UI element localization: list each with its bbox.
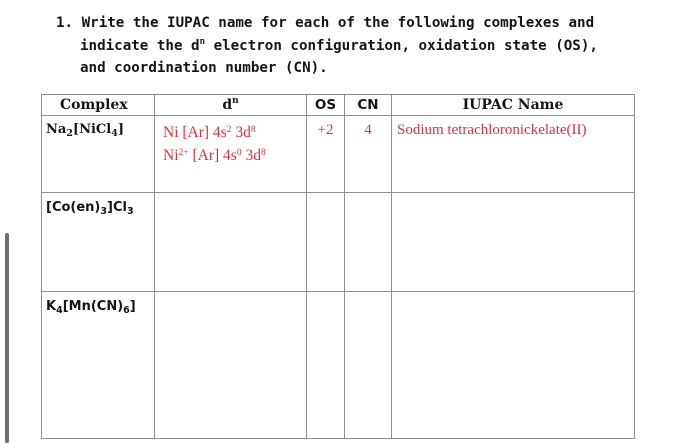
dn-text: 3d [231,124,251,141]
question-dn-superscript: n [199,36,206,47]
dn-superscript: 0 [236,148,242,158]
os-cell[interactable] [307,193,345,292]
complexes-table [41,94,635,439]
dn-text: Ni [Ar] 4s [163,124,227,141]
question-line-2-part-a: indicate the d [80,37,200,54]
question-line-3: and coordination number (CN). [80,60,328,76]
table-header-row [42,95,635,116]
header-dn-superscript: n [232,96,239,106]
dn-text: [Ar] 4s [188,147,237,164]
complex-text: Na [46,122,67,137]
dn-superscript: 2+ [178,148,189,158]
complex-text: K [46,299,57,314]
header-dn-base: d [222,97,233,113]
header-os: OS [307,95,345,116]
iupac-name-cell[interactable] [392,292,635,439]
complex-subscript: 3 [100,206,107,217]
complex-text: [NiCl [72,122,112,137]
dn-line-1 [163,121,306,144]
header-cn: CN [345,95,392,116]
table-row [42,116,635,193]
complex-text: ]Cl [107,200,127,215]
iupac-name-cell: Sodium tetrachloronickelate(II) [392,116,635,193]
complex-subscript: 3 [126,206,134,217]
dn-cell[interactable] [155,193,307,292]
complex-cell [42,116,155,193]
table-row [42,292,635,439]
cn-cell: 4 [345,116,392,193]
complex-text: ] [129,299,136,314]
complex-cell [42,193,155,292]
complex-subscript: 4 [56,305,63,316]
os-cell: +2 [307,116,345,193]
iupac-name-cell[interactable] [392,193,635,292]
question-line-2-part-b: electron configuration, oxidation state (OS), [213,37,598,54]
left-scroll-indicator [5,233,9,443]
dn-superscript: 8 [260,148,266,158]
header-complex: Complex [42,95,155,116]
header-iupac-name: IUPAC Name [392,95,635,116]
question-line-1: 1. Write the IUPAC name for each of the following complexes and [56,15,595,31]
dn-superscript: 2 [226,125,232,135]
dn-superscript: 8 [250,125,256,135]
complex-subscript: 4 [111,128,118,139]
complex-text: [Mn(CN) [62,299,124,314]
table-row [42,193,635,292]
dn-cell[interactable] [155,292,307,439]
complex-subscript: 6 [123,305,130,316]
complex-subscript: 2 [66,128,73,139]
question-text [56,12,656,80]
dn-text: Ni [163,147,179,164]
dn-cell [155,116,307,193]
complex-text: ] [117,122,124,137]
dn-line-2 [163,144,306,167]
os-cell[interactable] [307,292,345,439]
complex-text: [Co(en) [46,200,101,215]
cn-cell[interactable] [345,292,392,439]
complex-cell [42,292,155,439]
cn-cell[interactable] [345,193,392,292]
header-dn [155,95,307,116]
question-line-2 [56,35,656,58]
dn-text: 3d [241,147,261,164]
